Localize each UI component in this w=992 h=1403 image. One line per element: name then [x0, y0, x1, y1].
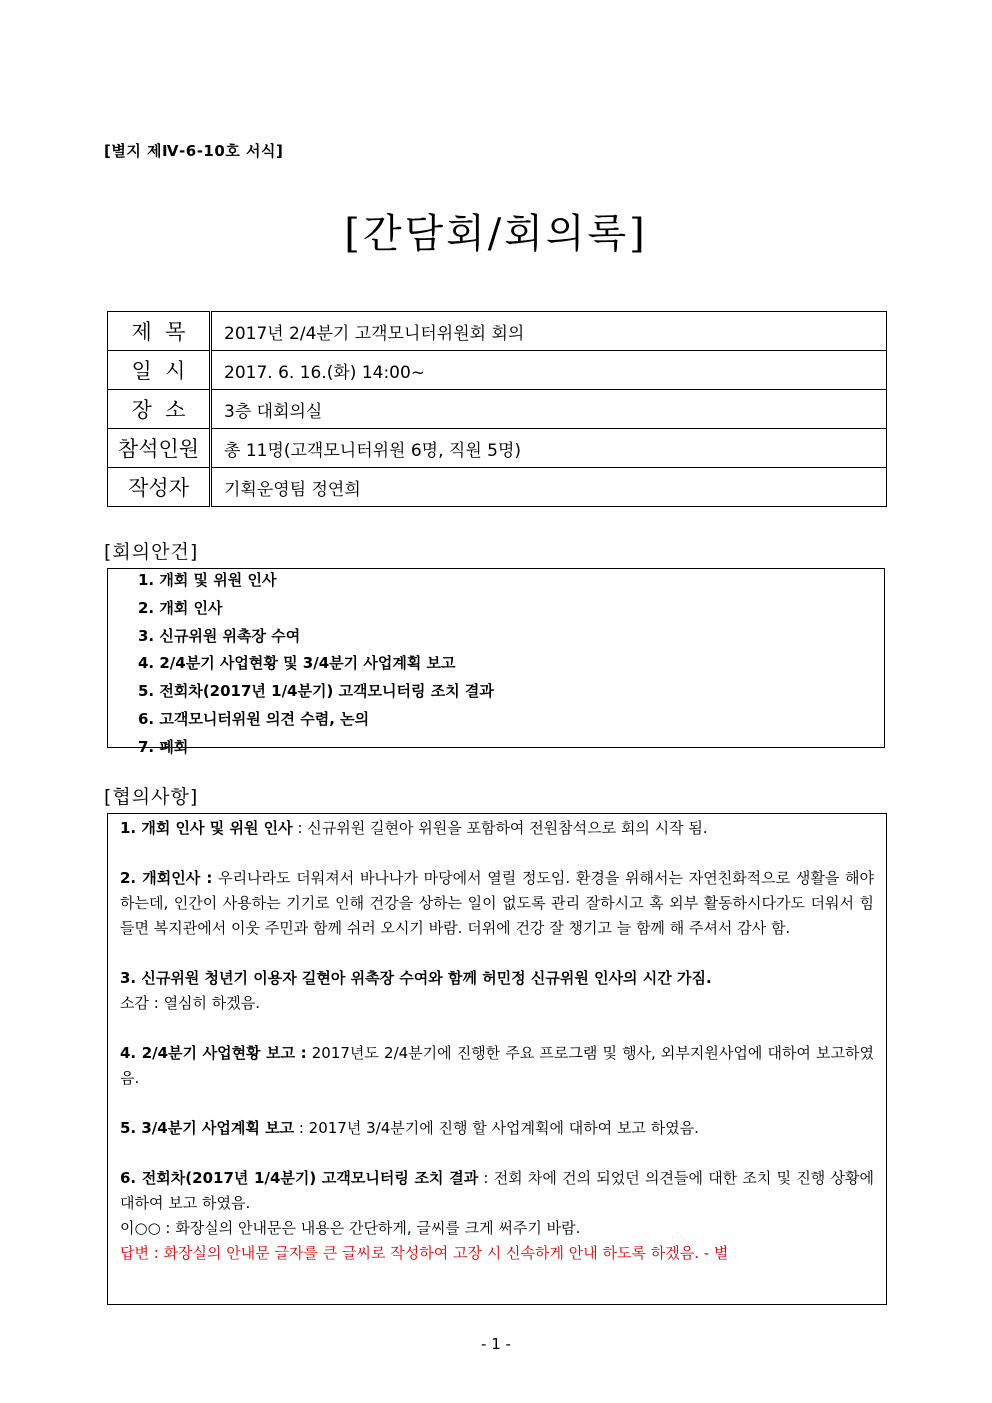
agenda-list: [107, 568, 885, 756]
note-3-title: 3. 신규위원 청년기 이용자 길현아 위촉장 수여와 함께 허민정 신규위원 인사의 시간 가짐.: [120, 969, 712, 987]
table-row: [108, 351, 887, 390]
meeting-info-table: [107, 311, 887, 507]
agenda-heading: [회의안건]: [104, 541, 199, 563]
list-item: 3. 신규위원 위촉장 수여: [138, 626, 301, 645]
note-5-text: : 2017년 3/4분기에 진행 할 사업계획에 대하여 보고 하였음.: [294, 1119, 699, 1137]
table-row: [108, 312, 887, 351]
page-number: - 1 -: [481, 1335, 511, 1353]
note-4-text: 2017년도 2/4분기에 진행한 주요 프로그램 및 행사, 외부지원사업에 대하여 보고하였음.: [120, 1044, 874, 1087]
author-label: 작성자: [108, 468, 211, 507]
note-6-opinion: 이○○ : 화장실의 안내문은 내용은 간단하게, 글씨를 크게 써주기 바람.: [120, 1219, 581, 1237]
table-row: [108, 429, 887, 468]
document-title: [간담회/회의록]: [344, 211, 648, 257]
note-3: [120, 966, 874, 991]
note-1: [120, 816, 874, 841]
subject-label: 제 목: [108, 312, 211, 351]
note-2: [120, 866, 874, 941]
note-6-answer: 답변 : 화장실의 안내문 글자를 큰 글씨로 작성하여 고장 시 신속하게 안내 하도록 하겠음. - 별: [120, 1244, 729, 1262]
list-item: 1. 개회 및 위원 인사: [138, 571, 277, 589]
note-5: [120, 1116, 874, 1141]
list-item: 5. 전회차(2017년 1/4분기) 고객모니터링 조치 결과: [138, 682, 494, 701]
attendees-label: 참석인원: [108, 429, 211, 468]
discussion-notes: [107, 813, 887, 1305]
note-6-text: : 전회 차에 건의 되었던 의견들에 대한 조치 및 진행 상황에 대하여 보고 하였음.: [120, 1169, 874, 1212]
location-label: 장 소: [108, 390, 211, 429]
list-item: 7. 폐회: [138, 737, 189, 756]
note-2-text: 우리나라도 더워져서 바나나가 마당에서 열릴 정도임. 환경을 위해서는 자연친화적으로 생활을 해야 하는데, 인간이 사용하는 기기로 인해 건강을 상하는 일이 없도록 관리 잘하시고 혹 외부 활동하시다가도 더워서 힘들면 복지관에서 이웃 주민과 함께 쉬러 오시기 바람. 더위에 건강 잘 챙기고 늘 함께 해 주셔서 감사 함.: [120, 869, 875, 937]
note-6-title: 6. 전회차(2017년 1/4분기) 고객모니터링 조치 결과: [120, 1169, 479, 1187]
note-4-title: 4. 2/4분기 사업현황 보고 :: [120, 1044, 307, 1062]
list-item: 4. 2/4분기 사업현황 및 3/4분기 사업계획 보고: [138, 654, 456, 673]
attendees-value: 총 11명(고객모니터위원 6명, 직원 5명): [211, 429, 887, 468]
list-item: 2. 개회 인사: [138, 598, 223, 617]
table-row: [108, 390, 887, 429]
note-1-text: : 신규위원 길현아 위원을 포함하여 전원참석으로 회의 시작 됨.: [292, 819, 708, 837]
author-value: 기획운영팀 정연희: [211, 468, 887, 507]
note-4: [120, 1041, 874, 1091]
subject-value: 2017년 2/4분기 고객모니터위원회 회의: [211, 312, 887, 351]
note-5-title: 5. 3/4분기 사업계획 보고: [120, 1119, 295, 1137]
form-code: [별지 제Ⅳ-6-10호 서식]: [104, 142, 284, 160]
location-value: 3층 대회의실: [211, 390, 887, 429]
list-item: 6. 고객모니터위원 의견 수렴, 논의: [138, 709, 370, 728]
note-1-title: 1. 개회 인사 및 위원 인사: [120, 819, 293, 837]
table-row: [108, 468, 887, 507]
note-2-title: 2. 개회인사 :: [120, 869, 213, 887]
datetime-label: 일 시: [108, 351, 211, 390]
note-6: [120, 1166, 874, 1216]
discussion-heading: [협의사항]: [104, 786, 199, 808]
datetime-value: 2017. 6. 16.(화) 14:00~: [211, 351, 887, 390]
note-3-text: 소감 : 열심히 하겠음.: [120, 994, 261, 1012]
